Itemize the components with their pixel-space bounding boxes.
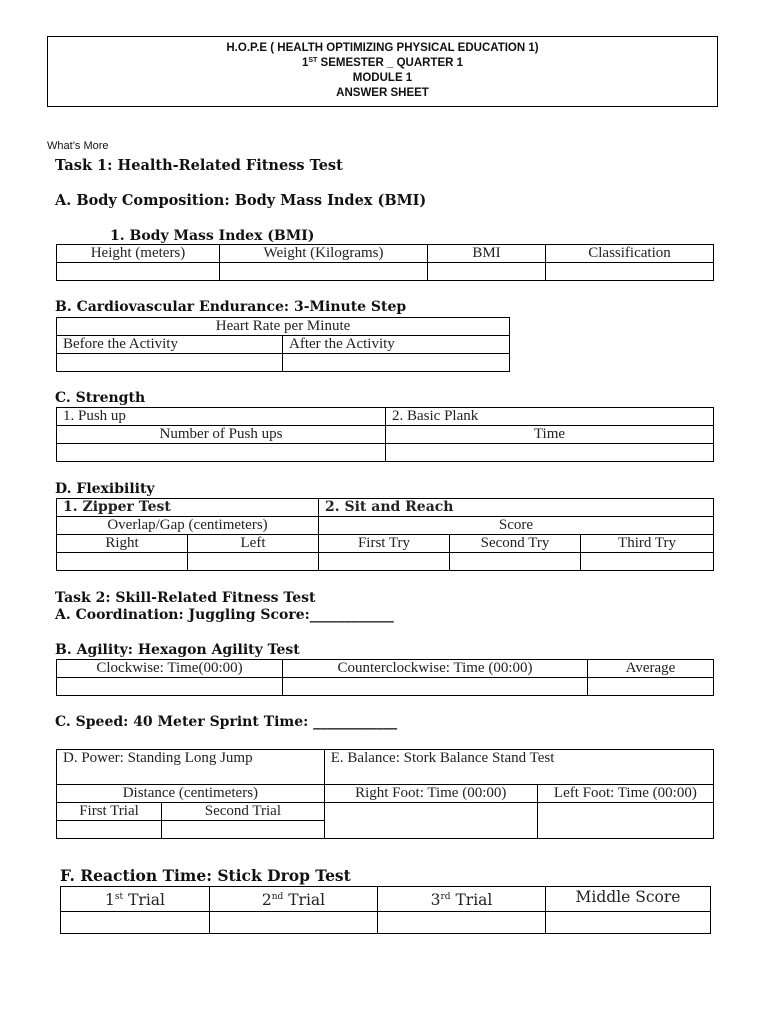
module-line: MODULE 1 xyxy=(352,72,413,84)
strength-pushup-label: 1. Push up xyxy=(57,408,386,426)
bmi-col-height: Height (meters) xyxy=(57,245,220,263)
agility-col-average: Average xyxy=(588,660,714,678)
bmi-col-weight: Weight (Kilograms) xyxy=(220,245,428,263)
strength-plank-label: 2. Basic Plank xyxy=(386,408,714,426)
hr-cell-before[interactable] xyxy=(57,354,283,372)
heart-rate-title: Heart Rate per Minute xyxy=(57,318,510,336)
reaction-cell-2nd[interactable] xyxy=(210,912,378,934)
zipper-left-cell[interactable] xyxy=(188,553,319,571)
third-try-label: Third Try xyxy=(581,535,714,553)
task1-title: Task 1: Health-Related Fitness Test xyxy=(55,157,343,174)
balance-label: E. Balance: Stork Balance Stand Test xyxy=(324,750,713,785)
section-b-title: B. Cardiovascular Endurance: 3-Minute Step xyxy=(55,299,407,315)
reaction-title: F. Reaction Time: Stick Drop Test xyxy=(60,866,351,885)
second-trial-cell[interactable] xyxy=(162,821,325,839)
sit-reach-label: 2. Sit and Reach xyxy=(319,499,714,517)
second-trial-label: Second Trial xyxy=(162,803,325,821)
strength-table xyxy=(56,407,714,462)
right-foot-label: Right Foot: Time (00:00) xyxy=(324,785,537,803)
reaction-table xyxy=(60,886,711,934)
section-a-title: A. Body Composition: Body Mass Index (BMI) xyxy=(55,192,427,209)
agility-cell-counterclockwise[interactable] xyxy=(283,678,588,696)
score-label: Score xyxy=(319,517,714,535)
course-title: H.O.P.E ( HEALTH OPTIMIZING PHYSICAL EDUCATION 1) xyxy=(226,42,539,54)
bmi-subtitle: 1. Body Mass Index (BMI) xyxy=(110,228,315,244)
whats-more-label: What’s More xyxy=(47,140,109,152)
pushups-cell[interactable] xyxy=(57,444,386,462)
agility-cell-clockwise[interactable] xyxy=(57,678,283,696)
reaction-col-1st-trial: 1st Trial xyxy=(61,887,210,912)
reaction-cell-middle[interactable] xyxy=(546,912,711,934)
agility-table xyxy=(56,659,714,696)
reaction-col-middle-score: Middle Score xyxy=(546,887,711,912)
distance-label: Distance (centimeters) xyxy=(57,785,325,803)
power-balance-table xyxy=(56,749,714,839)
second-try-cell[interactable] xyxy=(450,553,581,571)
bmi-col-classification: Classification xyxy=(546,245,714,263)
semester-line: 1ST SEMESTER _ QUARTER 1 xyxy=(301,57,464,69)
agility-cell-average[interactable] xyxy=(588,678,714,696)
reaction-col-2nd-trial: 2nd Trial xyxy=(210,887,378,912)
hr-col-before: Before the Activity xyxy=(57,336,283,354)
coordination-line: A. Coordination: Juggling Score:____________ xyxy=(55,607,394,623)
answer-sheet-line: ANSWER SHEET xyxy=(336,87,429,99)
zipper-right-label: Right xyxy=(57,535,188,553)
first-try-cell[interactable] xyxy=(319,553,450,571)
agility-col-counterclockwise: Counterclockwise: Time (00:00) xyxy=(283,660,588,678)
overlap-gap-label: Overlap/Gap (centimeters) xyxy=(57,517,319,535)
left-foot-cell[interactable] xyxy=(537,803,713,839)
reaction-cell-3rd[interactable] xyxy=(378,912,546,934)
zipper-test-label: 1. Zipper Test xyxy=(57,499,319,517)
reaction-cell-1st[interactable] xyxy=(61,912,210,934)
second-try-label: Second Try xyxy=(450,535,581,553)
bmi-cell-classification[interactable] xyxy=(546,263,714,281)
hr-cell-after[interactable] xyxy=(283,354,510,372)
bmi-col-bmi: BMI xyxy=(428,245,546,263)
speed-line: C. Speed: 40 Meter Sprint Time: ____________ xyxy=(55,714,398,730)
bmi-table xyxy=(56,244,714,281)
plank-time-label: Time xyxy=(386,426,714,444)
bmi-cell-weight[interactable] xyxy=(220,263,428,281)
first-try-label: First Try xyxy=(319,535,450,553)
flexibility-table xyxy=(56,498,714,571)
hr-col-after: After the Activity xyxy=(283,336,510,354)
agility-col-clockwise: Clockwise: Time(00:00) xyxy=(57,660,283,678)
bmi-cell-bmi[interactable] xyxy=(428,263,546,281)
section-c-title: C. Strength xyxy=(55,390,146,406)
heart-rate-table xyxy=(56,317,510,372)
right-foot-cell[interactable] xyxy=(324,803,537,839)
left-foot-label: Left Foot: Time (00:00) xyxy=(537,785,713,803)
agility-title: B. Agility: Hexagon Agility Test xyxy=(55,642,300,658)
pushups-count-label: Number of Push ups xyxy=(57,426,386,444)
section-d-title: D. Flexibility xyxy=(55,481,155,497)
third-try-cell[interactable] xyxy=(581,553,714,571)
task2-title: Task 2: Skill-Related Fitness Test xyxy=(55,590,316,606)
first-trial-label: First Trial xyxy=(57,803,162,821)
plank-time-cell[interactable] xyxy=(386,444,714,462)
zipper-right-cell[interactable] xyxy=(57,553,188,571)
bmi-cell-height[interactable] xyxy=(57,263,220,281)
reaction-col-3rd-trial: 3rd Trial xyxy=(378,887,546,912)
first-trial-cell[interactable] xyxy=(57,821,162,839)
header-box xyxy=(47,36,718,107)
power-label: D. Power: Standing Long Jump xyxy=(57,750,325,785)
zipper-left-label: Left xyxy=(188,535,319,553)
